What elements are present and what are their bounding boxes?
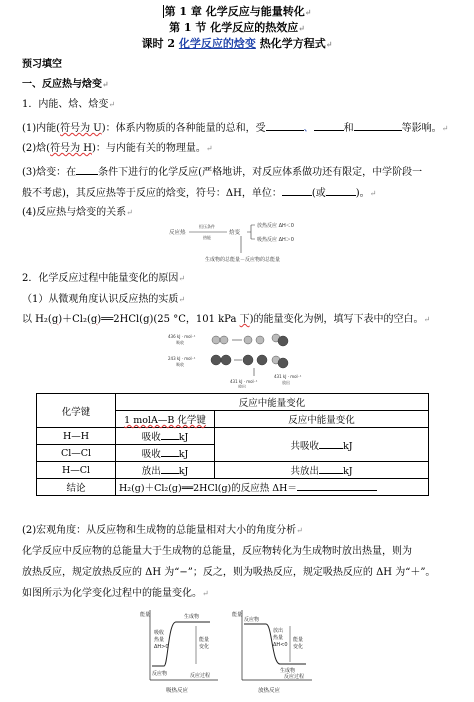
blank[interactable] [297, 480, 377, 491]
exothermic-diagram [232, 610, 312, 694]
bond-cell: H—H [37, 428, 116, 445]
product-label: 生成物 [280, 668, 296, 674]
lesson-title: 课时 2 化学反应的焓变 热化学方程式↵ [141, 37, 333, 50]
bond-label-bottom: 431 kJ · mol⁻¹ [230, 379, 258, 384]
cl-atom [278, 358, 288, 368]
bond-label-mid: 243 kJ · mol⁻¹ [168, 356, 196, 361]
relation-condition-top: 恒压条件 [199, 224, 215, 229]
relation-bottom: 生成物的总能量－反应物的总能量 [205, 257, 281, 263]
conclusion-cell: H₂(g)＋Cl₂(g)══2HCl(g)的反应热 ΔH＝ [116, 479, 429, 496]
cl-atom [221, 355, 231, 365]
table-header-left: 化学键 [37, 394, 116, 428]
cl-atom [278, 336, 288, 346]
macro-line: 放热反应，规定放热反应的 ΔH 为“−”；反之，则为吸热反应，规定吸热反应的 ΔH 为“＋”。 [22, 567, 436, 578]
blank[interactable] [76, 164, 98, 175]
bond-figure [168, 330, 318, 388]
x-axis-label: 反应过程 [190, 673, 211, 679]
item1-title: 1．内能、焓、焓变↵ [22, 99, 116, 110]
blank[interactable] [319, 438, 343, 449]
preview-heading: 预习填空 [22, 59, 62, 70]
energy-change-label: 变化 [293, 644, 304, 650]
relation-brace [247, 225, 255, 239]
blank[interactable] [161, 463, 179, 474]
relation-diagram [165, 219, 325, 269]
blank[interactable] [282, 185, 312, 196]
endothermic-diagram [140, 610, 218, 694]
blank[interactable] [161, 446, 179, 457]
h-atom [212, 336, 220, 344]
absorbed-label: 热量 [154, 637, 165, 643]
h-atom [220, 336, 228, 344]
absorbed-label: 吸收 [154, 630, 165, 636]
energy-change-label: 能量 [199, 637, 210, 643]
y-axis-label: 能量 [232, 612, 243, 618]
released-label: 放出 [273, 628, 284, 634]
blank[interactable] [266, 120, 304, 131]
table-subheader-right: 反应中能量变化 [215, 411, 429, 428]
action-cell: 吸收 kJ [116, 445, 215, 462]
relation-middle: 焓变 [229, 230, 241, 236]
product-label: 生成物 [184, 614, 200, 620]
caption: 放热反应 [258, 688, 281, 694]
bond-cell: Cl—Cl [37, 445, 116, 462]
bond-note-right: 放出 [282, 380, 290, 385]
reactant-label: 反应物 [152, 671, 168, 677]
action-cell: 吸收 kJ [116, 428, 215, 445]
enthalpy-change-line-2: 般不考虑)，其反应热等于反应的焓变，符号：ΔH，单位： (或 )。↵ [22, 185, 376, 200]
x-axis-label: 反应过程 [284, 674, 305, 680]
part1-title: 一、反应热与焓变↵ [22, 79, 109, 90]
energy-change-label: 变化 [199, 644, 210, 650]
absorb-total-cell: 共吸收 kJ [215, 428, 429, 462]
bond-cell: H—Cl [37, 462, 116, 479]
h-atom [244, 336, 252, 344]
delta-h-label: ΔH>0 [154, 644, 169, 650]
bond-note-mid: 吸收 [176, 362, 184, 367]
example-line: 以 H₂(g)＋Cl₂(g)══2HCl(g)(25 °C，101 kPa 下)的能量变化为例，填写下表中的空白。↵ [22, 314, 431, 325]
energy-diagrams [140, 604, 320, 696]
internal-energy-line: (1)内能(符号为 U)：体系内物质的各种能量的总和，受 、 和 等影响。↵ [22, 120, 448, 135]
part2-title: 2．化学反应过程中能量变化的原因↵ [22, 273, 186, 284]
bond-label-top: 436 kJ · mol⁻¹ [168, 334, 196, 339]
released-label: 热量 [273, 635, 284, 641]
h-atom [256, 336, 264, 344]
relation-left: 反应热 [169, 230, 186, 236]
enthalpy-line: (2)焓(符号为 H)：与内能有关的物理量。↵ [22, 143, 213, 154]
action-cell: 放出 kJ [116, 462, 215, 479]
relation-condition-bottom: 热能 [203, 235, 211, 240]
section-title: 第 1 节 化学反应的热效应↵ [169, 21, 305, 34]
relation-branch-bottom: 吸热反应 ΔH＞0 [257, 237, 294, 243]
chapter-title: 第 1 章 化学反应与能量转化↵ [164, 5, 312, 18]
blank[interactable] [319, 463, 343, 474]
blank[interactable] [326, 185, 356, 196]
cl-atom [243, 355, 253, 365]
relation-branch-top: 放热反应 ΔH＜0 [257, 223, 294, 229]
enthalpy-change-line-1: (3)焓变：在 条件下进行的化学反应(严格地讲，对反应体系做功还有限定，中学阶段一 [22, 164, 422, 179]
cl-atom [211, 355, 221, 365]
bond-note-bottom: 放出 [238, 384, 246, 388]
blank[interactable] [354, 120, 402, 131]
table-row [37, 428, 429, 445]
table-header-right: 反应中能量变化 [116, 394, 429, 411]
energy-change-label: 能量 [293, 637, 304, 643]
macro-line: 如图所示为化学变化过程中的能量变化。↵ [22, 588, 209, 599]
relation-title: (4)反应热与焓变的关系↵ [22, 207, 133, 218]
bond-note-top: 吸收 [176, 340, 184, 345]
bond-label-right: 431 kJ · mol⁻¹ [274, 374, 302, 379]
blank[interactable] [314, 120, 344, 131]
table-row [37, 479, 429, 496]
energy-table [36, 393, 429, 496]
blank[interactable] [161, 429, 179, 440]
micro-title: （1）从微观角度认识反应热的实质↵ [22, 294, 186, 305]
table-subheader-left: 1 molA—B 化学键 [116, 411, 215, 428]
table-row [37, 462, 429, 479]
conclusion-label: 结论 [37, 479, 116, 496]
release-total-cell: 共放出 kJ [215, 462, 429, 479]
cl-atom [257, 355, 267, 365]
caption: 吸热反应 [166, 688, 189, 694]
macro-line: 化学反应中反应物的总能量大于生成物的总能量，反应物转化为生成物时放出热量，则为 [22, 546, 412, 557]
y-axis-label: 能量 [140, 612, 151, 618]
macro-title: (2)宏观角度：从反应物和生成物的总能量相对大小的角度分析↵ [22, 525, 303, 536]
reactant-label: 反应物 [244, 617, 260, 623]
delta-h-label: ΔH<0 [273, 642, 288, 648]
